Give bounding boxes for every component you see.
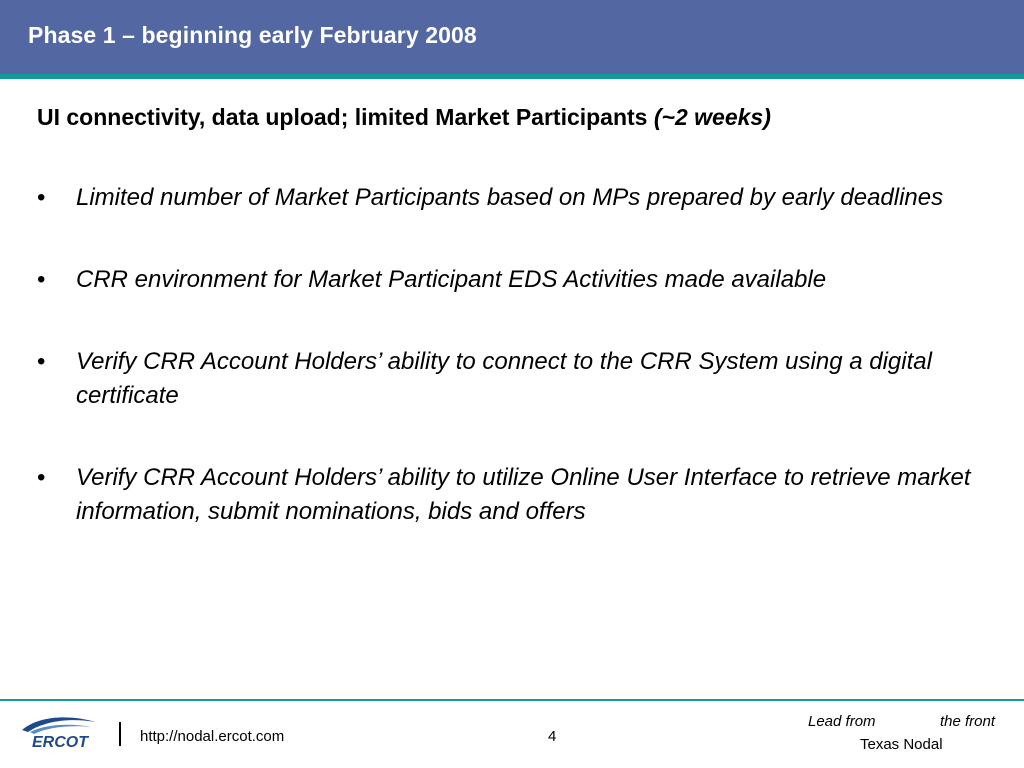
tagline-right: the front	[940, 713, 996, 730]
bullet-item	[37, 181, 997, 215]
title-accent-line	[0, 74, 1024, 79]
logo-divider	[119, 722, 121, 746]
subtitle-duration: (~2 weeks)	[653, 104, 771, 130]
slide-title: Phase 1 – beginning early February 2008	[28, 22, 477, 48]
bullet-list	[37, 181, 997, 577]
bullet-marker: •	[37, 348, 46, 375]
footer-divider-line	[0, 699, 1024, 701]
bullet-marker: •	[37, 464, 46, 491]
footer-org-name: Texas Nodal	[860, 736, 943, 753]
bullet-marker: •	[37, 184, 46, 211]
logo-text: ERCOT	[32, 734, 88, 751]
bullet-text: Limited number of Market Participants based on MPs prepared by early deadlines	[76, 184, 944, 211]
bullet-text: Verify CRR Account Holders’ ability to connect to the CRR System using a digital certificate	[76, 348, 932, 409]
page-number: 4	[548, 728, 557, 745]
bullet-text: Verify CRR Account Holders’ ability to utilize Online User Interface to retrieve market information, submit nominations, bids and offers	[76, 464, 971, 525]
footer-url-link[interactable]: http://nodal.ercot.com	[140, 728, 285, 745]
title-bar	[0, 0, 1024, 74]
logo-swoosh	[22, 717, 96, 732]
subtitle-main: UI connectivity, data upload; limited Market Participants	[37, 104, 654, 130]
ercot-logo	[20, 712, 100, 752]
slide-subtitle	[37, 104, 771, 131]
tagline-left: Lead from	[808, 713, 876, 730]
bullet-marker: •	[37, 266, 46, 293]
bullet-item	[37, 345, 997, 413]
bullet-item	[37, 263, 997, 297]
bullet-item	[37, 461, 997, 529]
bullet-text: CRR environment for Market Participant EDS Activities made available	[76, 266, 827, 293]
